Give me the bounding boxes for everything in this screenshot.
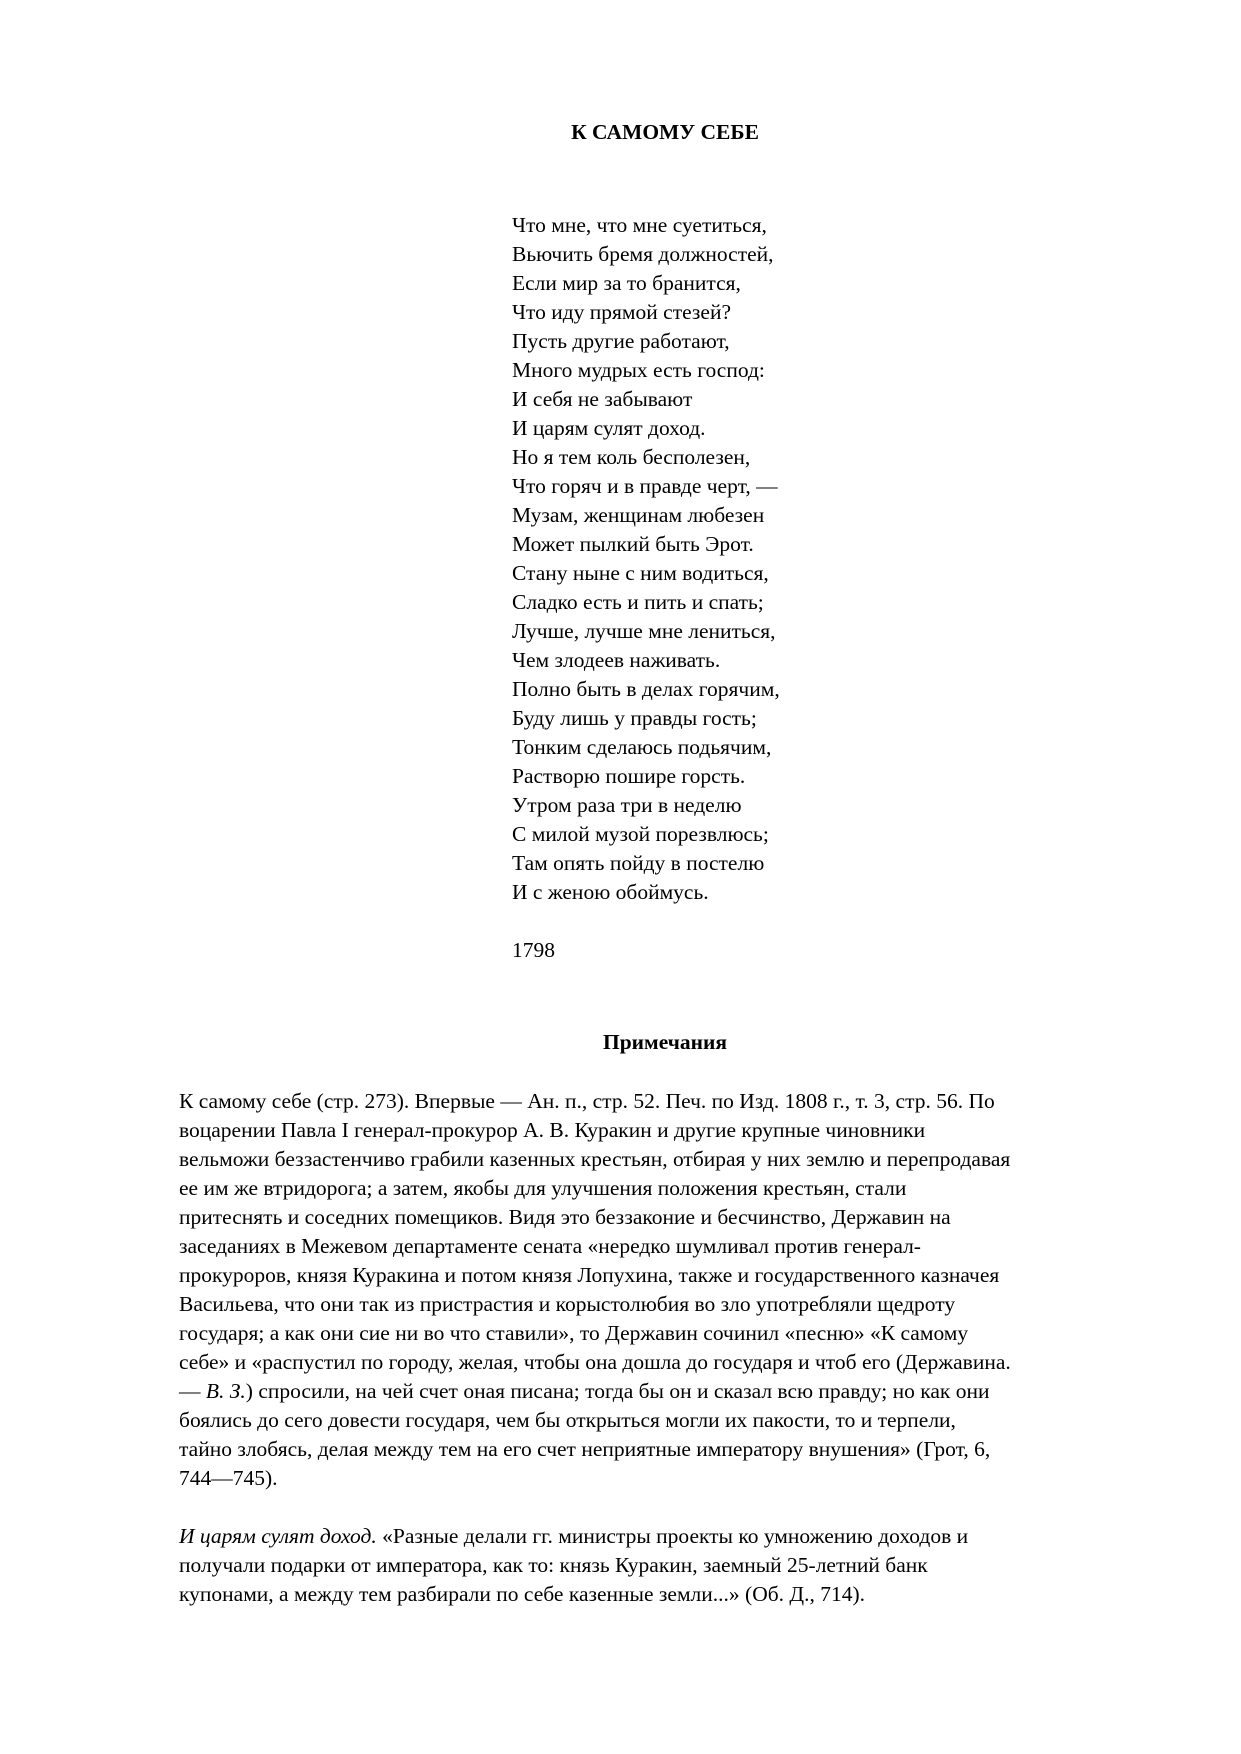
note-line: боялись до сего довести государя, чем бы открыться могли их пакости, то и терпели,	[179, 1408, 956, 1432]
note-line: вельможи беззастенчиво грабили казенных крестьян, отбирая у них землю и перепродавая	[179, 1147, 1011, 1171]
note-line: притеснять и соседних помещиков. Видя это беззаконие и бесчинство, Державин на	[179, 1205, 951, 1229]
poem-line: И царям сулят доход.	[512, 416, 706, 440]
poem-line: Музам, женщинам любезен	[512, 503, 765, 527]
poem-line: И с женою обоймусь.	[512, 880, 709, 904]
note-line: себе» и «распустил по городу, желая, чтобы она дошла до государя и чтоб его (Державина.	[179, 1350, 1011, 1374]
note-line: воцарении Павла I генерал-прокурор А. В. Куракин и другие крупные чиновники	[179, 1118, 926, 1142]
note-line: купонами, а между тем разбирали по себе казенные земли...» (Об. Д., 714).	[179, 1582, 865, 1606]
poem-line: Буду лишь у правды гость;	[512, 706, 757, 730]
poem-line: Тонким сделаюсь подьячим,	[512, 735, 772, 759]
poem-line: Если мир за то бранится,	[512, 271, 741, 295]
note-line	[179, 1377, 1011, 1406]
notes-heading: Примечания	[602, 1030, 727, 1054]
poem-line: С милой музой порезвлюсь;	[512, 822, 769, 846]
quoted-verse: И царям сулят доход.	[179, 1524, 377, 1548]
note-line: Васильева, что они так из пристрастия и корыстолюбия во зло употребляли щедроту	[179, 1292, 956, 1316]
note-line: государя; а как они сие ни во что ставили», то Державин сочинил «песню» «К самому	[179, 1321, 969, 1345]
note-text: «Разные делали гг. министры проекты ко умножению доходов и	[376, 1524, 969, 1548]
editor-initials: В. З.	[205, 1379, 246, 1403]
poem-line: Много мудрых есть господ:	[512, 358, 765, 382]
poem-line: Что мне, что мне суетиться,	[512, 213, 767, 237]
note-line: прокуроров, князя Куракина и потом князя Лопухина, также и государственного казначея	[179, 1263, 1000, 1287]
note-line: заседаниях в Межевом департаменте сената «нередко шумливал против генерал-	[179, 1234, 921, 1258]
poem-line: Утром раза три в неделю	[512, 793, 742, 817]
poem-line: Может пылкий быть Эрот.	[512, 532, 754, 556]
note-line: получали подарки от императора, как то: князь Куракин, заемный 25-летний банк	[179, 1553, 928, 1577]
poem-line: Что горяч и в правде черт, —	[512, 474, 778, 498]
note-paragraph-1	[179, 1087, 1011, 1493]
note-line: К самому себе (стр. 273). Впервые — Ан. п., стр. 52. Печ. по Изд. 1808 г., т. 3, стр. 56. По	[179, 1089, 995, 1113]
poem-year: 1798	[512, 938, 555, 962]
poem-text	[512, 211, 780, 907]
note-line: 744—745).	[179, 1466, 278, 1490]
dash: —	[179, 1379, 206, 1403]
poem-line: Полно быть в делах горячим,	[512, 677, 780, 701]
note-line: тайно злобясь, делая между тем на его счет неприятные императору внушения» (Грот, 6,	[179, 1437, 991, 1461]
note-paragraph-2	[179, 1522, 968, 1609]
note-text: ) спросили, на чей счет оная писана; тогда бы он и сказал всю правду; но как они	[245, 1379, 990, 1403]
poem-title: К САМОМУ СЕБЕ	[571, 120, 759, 144]
poem-line: Там опять пойду в постелю	[512, 851, 765, 875]
poem-line: Стану ныне с ним водиться,	[512, 561, 769, 585]
poem-line: Но я тем коль бесполезен,	[512, 445, 751, 469]
poem-line: Что иду прямой стезей?	[512, 300, 731, 324]
poem-line: Лучше, лучше мне лениться,	[512, 619, 776, 643]
poem-line: Сладко есть и пить и спать;	[512, 590, 764, 614]
note-line: ее им же втридорога; а затем, якобы для улучшения положения крестьян, стали	[179, 1176, 907, 1200]
note-line	[179, 1522, 968, 1551]
poem-line: Пусть другие работают,	[512, 329, 730, 353]
poem-line: И себя не забывают	[512, 387, 693, 411]
poem-line: Чем злодеев наживать.	[512, 648, 721, 672]
poem-line: Растворю пошире горсть.	[512, 764, 746, 788]
poem-line: Вьючить бремя должностей,	[512, 242, 774, 266]
